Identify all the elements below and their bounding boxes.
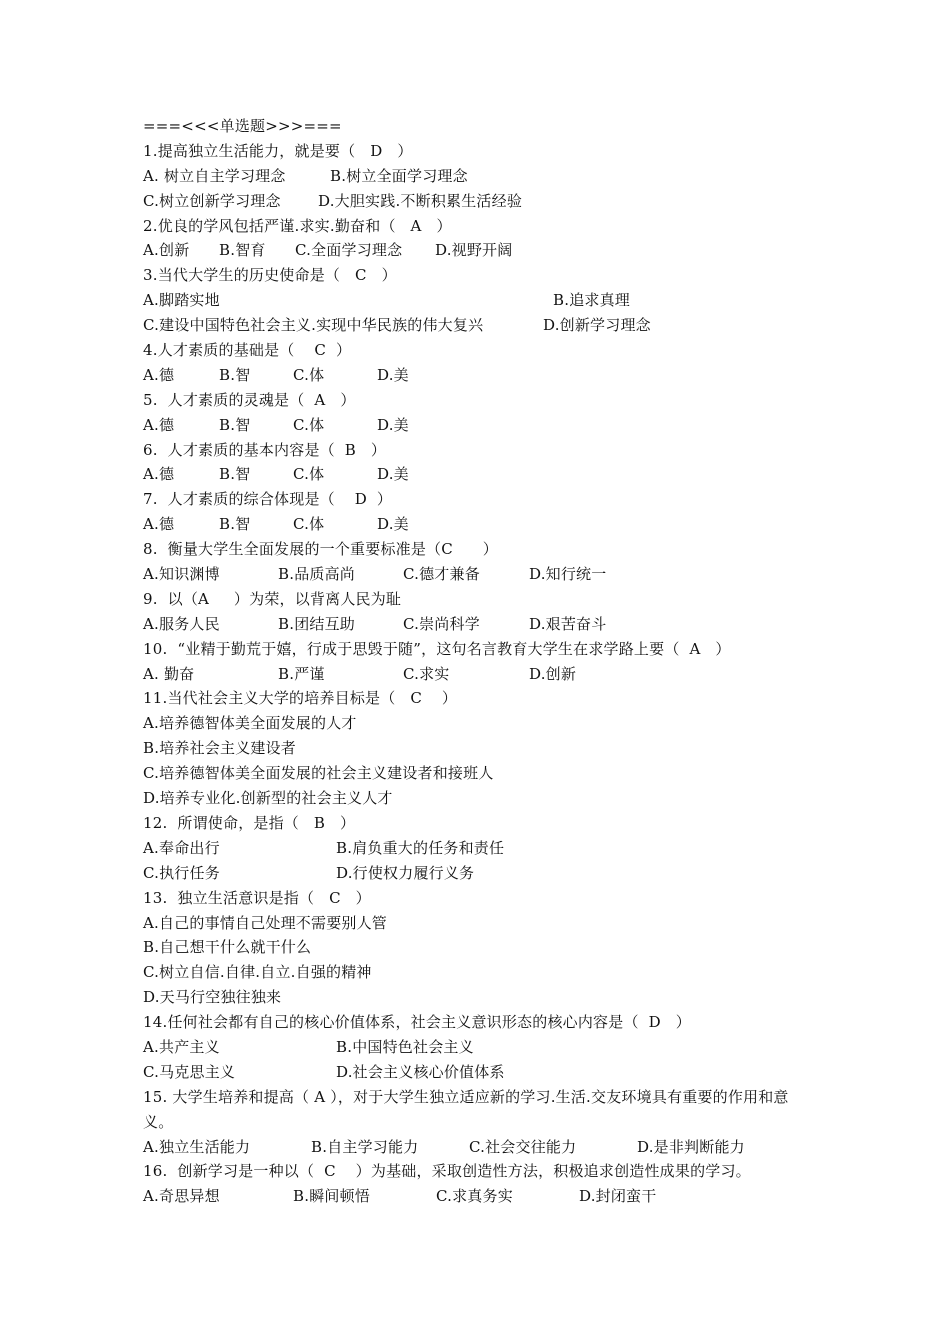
option-c: C.体 [293, 415, 325, 434]
section-header: ===<<<单选题>>>=== [143, 117, 342, 135]
option-row [143, 238, 823, 263]
option-row [143, 288, 823, 313]
option-c: C.体 [293, 515, 325, 534]
question-stem: 2.优良的学风包括严谨.求实.勤奋和（ A ） [143, 216, 452, 235]
option-row [143, 1035, 823, 1060]
option-c: C.德才兼备 [403, 565, 480, 584]
option-a: A.共产主义 [143, 1037, 220, 1056]
option-row [143, 512, 823, 537]
option-c: C.全面学习理念 [295, 241, 403, 260]
option-c: C.建设中国特色社会主义.实现中华民族的伟大复兴 [143, 316, 484, 335]
option-c: C.求真务实 [436, 1187, 513, 1206]
option-c: C.体 [293, 465, 325, 484]
option-d: D.知行统一 [529, 565, 607, 584]
option-d: D.视野开阔 [435, 241, 513, 260]
option-d: D.艰苦奋斗 [529, 614, 607, 633]
question-list [143, 114, 823, 1209]
option-a: A.德 [143, 515, 175, 534]
option-d: D.大胆实践.不断积累生活经验 [318, 191, 523, 210]
option-a: A.培养德智体美全面发展的人才 [143, 714, 357, 733]
option-b: B.品质高尚 [278, 565, 355, 584]
option-b: B.肩负重大的任务和责任 [336, 838, 505, 857]
option-a: A.独立生活能力 [143, 1137, 251, 1156]
question-stem: 15. 大学生培养和提高（ A ），对于大学生独立适应新的学习.生活.交友环境具有重要的作用和意义。 [143, 1087, 789, 1131]
option-a: A. 勤奋 [143, 664, 195, 683]
option-row [143, 562, 823, 587]
option-a: A.德 [143, 365, 175, 384]
question-stem: 10. “业精于勤荒于嬉，行成于思毁于随”，这句名言教育大学生在求学路上要（ A ） [143, 639, 731, 658]
option-d: D.社会主义核心价值体系 [336, 1062, 505, 1081]
question-stem: 12. 所谓使命，是指（ B ） [143, 813, 356, 832]
option-row [143, 1060, 823, 1085]
option-d: D.天马行空独往独来 [143, 988, 282, 1007]
option-b: B.智 [219, 515, 251, 534]
question-stem: 13. 独立生活意识是指（ C ） [143, 888, 371, 907]
option-d: D.封闭蛮干 [579, 1187, 657, 1206]
option-b: B.自己想干什么就干什么 [143, 938, 312, 957]
option-b: B.追求真理 [553, 291, 630, 310]
option-b: B.团结互助 [278, 614, 355, 633]
option-d: D.美 [377, 365, 409, 384]
option-a: A. 树立自主学习理念 [143, 166, 286, 185]
option-a: A.奉命出行 [143, 838, 220, 857]
option-b: B.自主学习能力 [311, 1137, 419, 1156]
option-b: B.中国特色社会主义 [336, 1037, 474, 1056]
question-stem: 6. 人才素质的基本内容是（ B ） [143, 440, 387, 459]
option-row [143, 836, 823, 861]
option-a: A.脚踏实地 [143, 291, 220, 310]
option-d: D.美 [377, 515, 409, 534]
option-d: D.美 [377, 465, 409, 484]
option-b: B.智 [219, 365, 251, 384]
option-c: C.树立自信.自律.自立.自强的精神 [143, 963, 372, 982]
question-stem: 1.提高独立生活能力，就是要（ D ） [143, 141, 413, 160]
option-a: A.奇思异想 [143, 1187, 220, 1206]
option-b: B.瞬间顿悟 [293, 1187, 370, 1206]
option-row [143, 462, 823, 487]
option-c: C.马克思主义 [143, 1062, 236, 1081]
option-c: C.社会交往能力 [469, 1137, 577, 1156]
option-b: B.智 [219, 415, 251, 434]
question-stem: 14.任何社会都有自己的核心价值体系，社会主义意识形态的核心内容是（ D ） [143, 1013, 691, 1032]
option-d: D.创新 [529, 664, 577, 683]
option-c: C.树立创新学习理念 [143, 191, 281, 210]
option-a: A.自己的事情自己处理不需要别人管 [143, 913, 388, 932]
option-d: D.是非判断能力 [637, 1137, 745, 1156]
question-stem: 5. 人才素质的灵魂是（ A ） [143, 390, 356, 409]
option-c: C.执行任务 [143, 863, 220, 882]
option-row [143, 1184, 823, 1209]
question-stem: 4.人才素质的基础是（ C ） [143, 341, 352, 360]
option-b: B.培养社会主义建设者 [143, 739, 296, 758]
option-row [143, 662, 823, 687]
option-a: A.创新 [143, 241, 190, 260]
option-b: B.智 [219, 465, 251, 484]
option-c: C.培养德智体美全面发展的社会主义建设者和接班人 [143, 764, 494, 783]
option-c: C.崇尚科学 [403, 614, 480, 633]
option-d: D.创新学习理念 [543, 316, 651, 335]
option-row [143, 861, 823, 886]
question-stem: 9. 以（A ）为荣，以背离人民为耻 [143, 589, 402, 608]
option-row [143, 1135, 823, 1160]
option-c: C.体 [293, 365, 325, 384]
option-a: A.德 [143, 415, 175, 434]
option-row [143, 313, 823, 338]
option-a: A.知识渊博 [143, 565, 220, 584]
question-stem: 8. 衡量大学生全面发展的一个重要标准是（C ） [143, 540, 498, 559]
question-stem: 11.当代社会主义大学的培养目标是（ C ） [143, 689, 458, 708]
question-stem: 16. 创新学习是一种以（ C ）为基础，采取创造性方法，积极追求创造性成果的学习。 [143, 1162, 751, 1181]
option-row [143, 612, 823, 637]
question-stem: 3.当代大学生的历史使命是（ C ） [143, 266, 397, 285]
question-stem: 7. 人才素质的综合体现是（ D ） [143, 490, 393, 509]
option-row [143, 413, 823, 438]
option-row [143, 189, 823, 214]
option-row [143, 363, 823, 388]
option-d: D.行使权力履行义务 [336, 863, 475, 882]
option-b: B.树立全面学习理念 [330, 166, 468, 185]
option-b: B.严谨 [278, 664, 325, 683]
option-c: C.求实 [403, 664, 450, 683]
option-d: D.培养专业化.创新型的社会主义人才 [143, 789, 393, 808]
option-a: A.服务人民 [143, 614, 220, 633]
option-d: D.美 [377, 415, 409, 434]
option-a: A.德 [143, 465, 175, 484]
option-row [143, 164, 823, 189]
option-b: B.智育 [219, 241, 266, 260]
